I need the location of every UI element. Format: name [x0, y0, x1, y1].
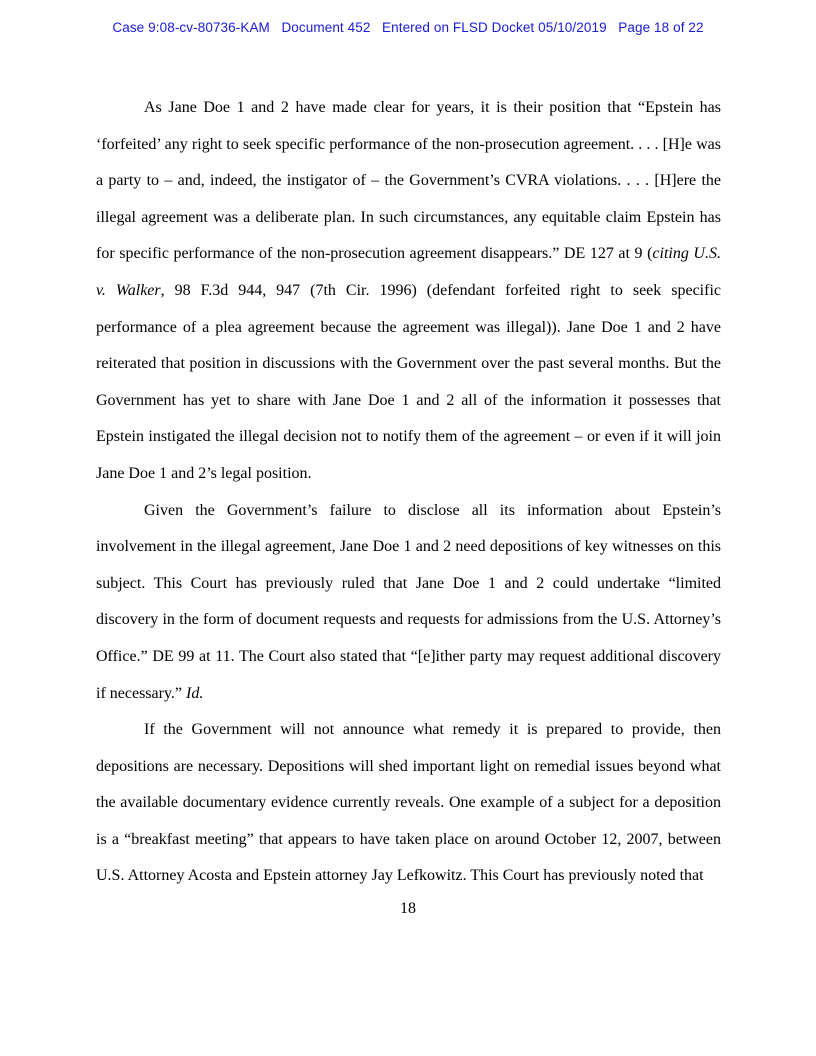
text-segment-italic: citing U.S. v. Walker	[96, 245, 721, 299]
text-segment: , 98 F.3d 944, 947 (7th Cir. 1996) (defendant forfeited right to seek specific performance of a plea agreement because the agreement was illegal)). Jane Doe 1 and 2 have reiterated that position in discussions with the Government over the past several months. But the Government has yet to share with Jane Doe 1 and 2 all of the information it possesses that Epstein instigated the illegal decision not to notify them of the agreement – or even if it will join Jane Doe 1 and 2’s legal position.	[96, 281, 722, 482]
paragraph	[96, 90, 721, 493]
case-stamp-header: Case 9:08-cv-80736-KAM Document 452 Entered on FLSD Docket 05/10/2019 Page 18 of 22	[112, 20, 704, 35]
text-segment-italic: Id.	[186, 684, 204, 702]
page-number: 18	[400, 900, 416, 917]
paragraph	[96, 712, 721, 895]
paragraph	[96, 493, 721, 713]
text-segment: Given the Government’s failure to disclose all its information about Epstein’s involvement in the illegal agreement, Jane Doe 1 and 2 need depositions of key witnesses on this subject. This Court has previously ruled that Jane Doe 1 and 2 could undertake “limited discovery in the form of document requests and requests for admissions from the U.S. Attorney’s Office.” DE 99 at 11. The Court also stated that “[e]ither party may request additional discovery if necessary.”	[96, 501, 721, 702]
document-body	[96, 90, 721, 895]
text-segment: If the Government will not announce what remedy it is prepared to provide, then depositions are necessary. Depositions will shed important light on remedial issues beyond what the available documentary evidence currently reveals. One example of a subject for a deposition is a “breakfast meeting” that appears to have taken place on around October 12, 2007, between U.S. Attorney Acosta and Epstein attorney Jay Lefkowitz. This Court has previously noted that	[96, 721, 721, 885]
text-segment: As Jane Doe 1 and 2 have made clear for years, it is their position that “Epstein has ‘forfeited’ any right to seek specific performance of the non-prosecution agreement. . . . [H]e was a party to – and, indeed, the instigator of – the Government’s CVRA violations. . . . [H]ere the illegal agreement was a deliberate plan. In such circumstances, any equitable claim Epstein has for specific performance of the non-prosecution agreement disappears.” DE 127 at 9 (	[96, 99, 721, 263]
